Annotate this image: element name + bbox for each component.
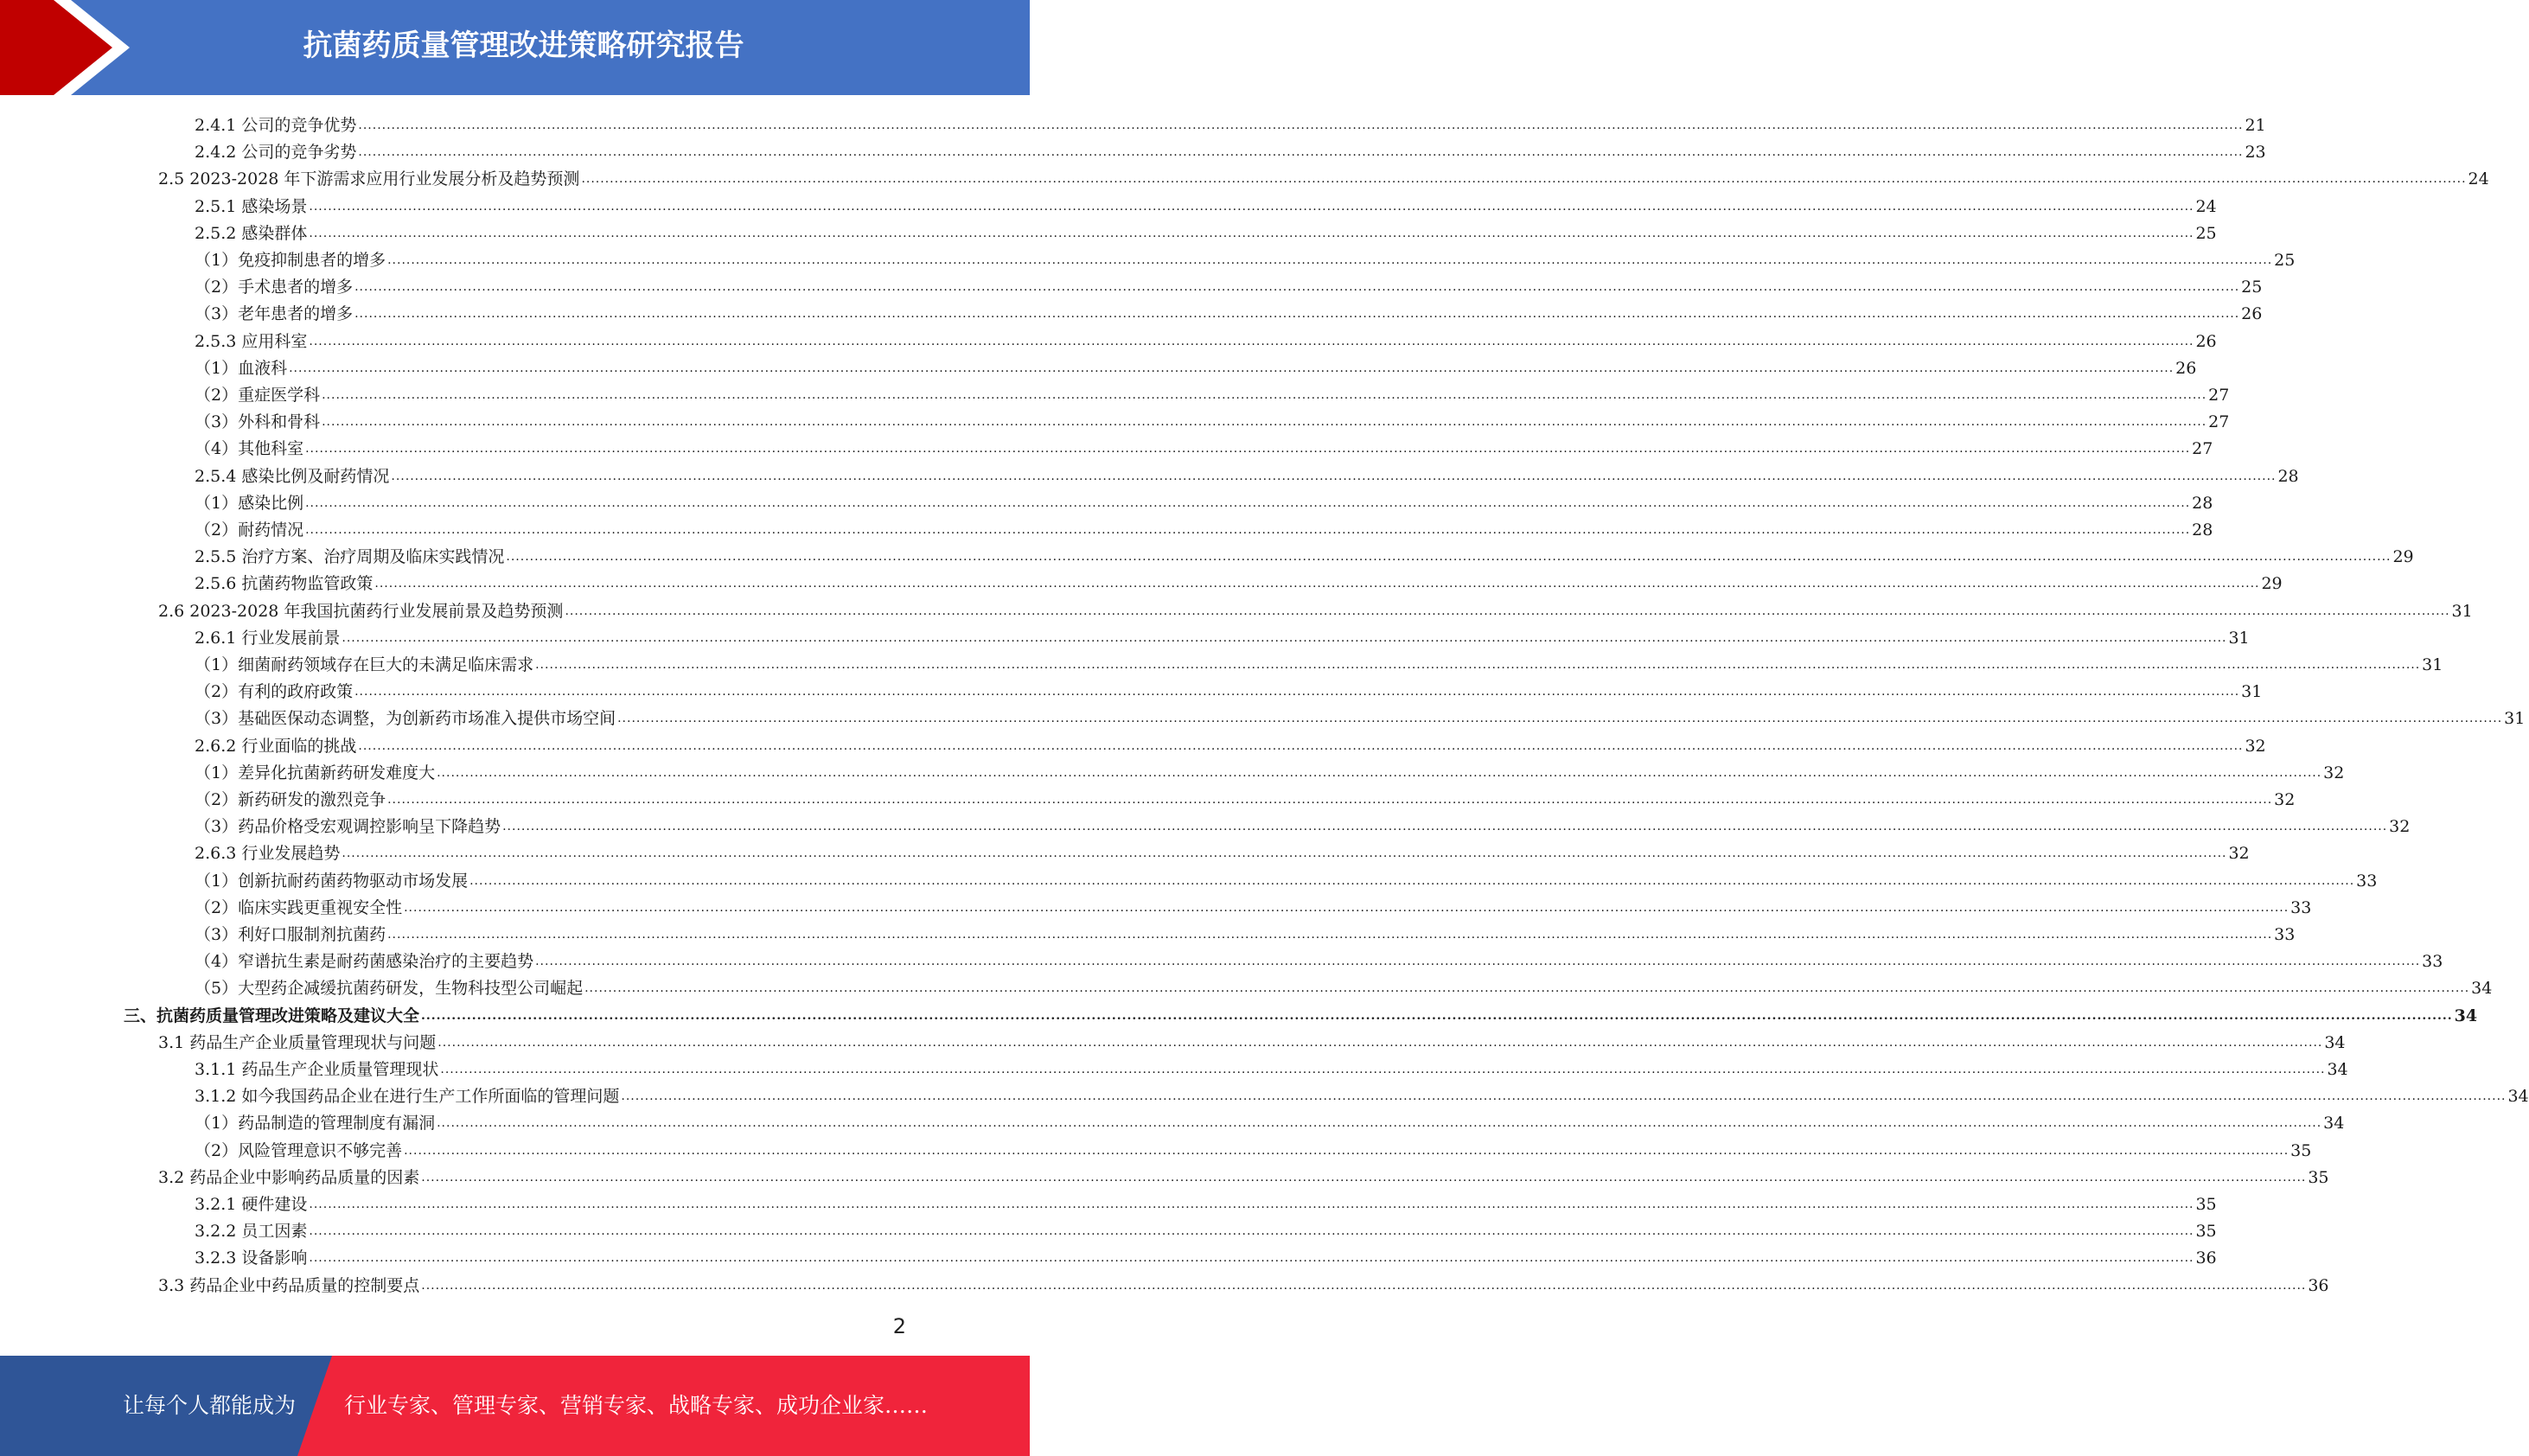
toc-leader-dots: ................................................................................................................................................................................................................................................................................................................................................................................................................: [358, 118, 2244, 132]
toc-entry[interactable]: [195, 648, 2443, 675]
toc-leader-dots: ................................................................................................................................................................................................................................................................................................................................................................................................................: [342, 630, 2227, 645]
toc-entry-page: 32: [2228, 844, 2250, 864]
toc-entry[interactable]: [195, 918, 2296, 945]
toc-entry[interactable]: [195, 1134, 2312, 1161]
toc-leader-dots: ................................................................................................................................................................................................................................................................................................................................................................................................................: [289, 361, 2175, 375]
toc-leader-dots: ................................................................................................................................................................................................................................................................................................................................................................................................................: [305, 523, 2191, 537]
toc-leader-dots: ................................................................................................................................................................................................................................................................................................................................................................................................................: [421, 1278, 2307, 1293]
toc-entry-page: 24: [2195, 196, 2217, 216]
toc-entry-label: （5）大型药企减缓抗菌药研发，生物科技型公司崛起: [195, 979, 584, 999]
toc-entry[interactable]: [124, 999, 2478, 1026]
toc-entry-label: 2.4.2 公司的竞争劣势: [195, 143, 357, 163]
toc-entry[interactable]: [195, 379, 2230, 406]
toc-leader-dots: ................................................................................................................................................................................................................................................................................................................................................................................................................: [309, 1224, 2194, 1239]
toc-entry-page: 33: [2290, 897, 2312, 917]
toc-entry-page: 31: [2241, 682, 2263, 702]
toc-entry[interactable]: [195, 757, 2345, 783]
toc-entry[interactable]: [158, 163, 2489, 189]
toc-leader-dots: ................................................................................................................................................................................................................................................................................................................................................................................................................: [502, 820, 2388, 834]
toc-entry-label: 2.5.3 应用科室: [195, 331, 308, 351]
footer-banner: [0, 1356, 1030, 1456]
toc-entry-label: 3.3 药品企业中药品质量的控制要点: [158, 1275, 420, 1295]
toc-entry[interactable]: [195, 460, 2299, 487]
toc-entry-label: （1）细菌耐药领域存在巨大的未满足临床需求: [195, 655, 534, 674]
toc-entry-label: （2）新药研发的激烈竞争: [195, 790, 386, 809]
toc-entry-page: 26: [2175, 358, 2197, 378]
toc-entry-label: 2.5.4 感染比例及耐药情况: [195, 466, 390, 486]
toc-entry-label: （1）感染比例: [195, 493, 304, 513]
toc-leader-dots: ................................................................................................................................................................................................................................................................................................................................................................................................................: [354, 280, 2240, 295]
toc-entry-label: （4）其他科室: [195, 439, 304, 459]
toc-entry[interactable]: [195, 1053, 2348, 1080]
toc-entry-label: （3）外科和骨科: [195, 412, 321, 432]
toc-entry-page: 26: [2195, 331, 2217, 351]
toc-entry-page: 33: [2422, 952, 2443, 972]
toc-entry-label: （2）耐药情况: [195, 520, 304, 540]
toc-entry[interactable]: [195, 1215, 2217, 1242]
toc-entry-label: 2.5.1 感染场景: [195, 196, 308, 216]
toc-entry-label: （1）免疫抑制患者的增多: [195, 251, 386, 270]
page-number: 2: [892, 1314, 906, 1338]
toc-leader-dots: ................................................................................................................................................................................................................................................................................................................................................................................................................: [469, 873, 2355, 888]
toc-entry-page: 35: [2290, 1140, 2312, 1160]
toc-leader-dots: ................................................................................................................................................................................................................................................................................................................................................................................................................: [437, 1116, 2322, 1131]
toc-entry[interactable]: [195, 702, 2526, 729]
toc-entry-label: 3.2 药品企业中影响药品质量的因素: [158, 1167, 420, 1187]
toc-entry[interactable]: [195, 1242, 2217, 1268]
toc-entry-label: 2.5 2023-2028 年下游需求应用行业发展分析及趋势预测: [158, 169, 580, 189]
toc-entry-label: 3.2.3 设备影响: [195, 1248, 308, 1268]
toc-leader-dots: ................................................................................................................................................................................................................................................................................................................................................................................................................: [387, 253, 2273, 267]
toc-entry[interactable]: [158, 1269, 2329, 1296]
toc-leader-dots: ................................................................................................................................................................................................................................................................................................................................................................................................................: [621, 1089, 2507, 1104]
toc-entry-label: 2.6.2 行业面临的挑战: [195, 736, 357, 756]
document-title: 抗菌药质量管理改进策略研究报告: [303, 29, 744, 63]
toc-entry-page: 27: [2192, 439, 2213, 459]
toc-entry-page: 25: [2195, 223, 2217, 243]
toc-entry[interactable]: [195, 325, 2217, 352]
toc-entry[interactable]: [195, 487, 2213, 514]
toc-leader-dots: ................................................................................................................................................................................................................................................................................................................................................................................................................: [309, 1251, 2194, 1266]
toc-entry[interactable]: [195, 945, 2443, 972]
toc-entry-page: 32: [2323, 763, 2345, 782]
toc-entry-label: 3.1 药品生产企业质量管理现状与问题: [158, 1032, 437, 1052]
toc-entry[interactable]: [195, 1107, 2345, 1134]
toc-entry-page: 34: [2323, 1114, 2345, 1134]
toc-entry-label: 2.5.5 治疗方案、治疗周期及临床实践情况: [195, 547, 505, 567]
toc-leader-dots: ................................................................................................................................................................................................................................................................................................................................................................................................................: [354, 685, 2240, 699]
toc-entry[interactable]: [158, 1161, 2329, 1188]
toc-entry-page: 36: [2308, 1275, 2329, 1295]
toc-entry[interactable]: [195, 730, 2266, 757]
toc-entry-label: 3.1.2 如今我国药品企业在进行生产工作所面临的管理问题: [195, 1087, 620, 1107]
toc-entry-page: 32: [2389, 817, 2411, 837]
toc-entry[interactable]: [195, 622, 2250, 648]
toc-leader-dots: ................................................................................................................................................................................................................................................................................................................................................................................................................: [374, 577, 2260, 591]
toc-leader-dots: ................................................................................................................................................................................................................................................................................................................................................................................................................: [581, 172, 2467, 187]
toc-entry-page: 24: [2468, 169, 2489, 189]
toc-entry-page: 31: [2422, 655, 2443, 674]
toc-entry[interactable]: [195, 891, 2312, 918]
toc-leader-dots: ................................................................................................................................................................................................................................................................................................................................................................................................................: [322, 388, 2207, 402]
toc-entry-label: 2.6 2023-2028 年我国抗菌药行业发展前景及趋势预测: [158, 601, 564, 621]
toc-entry[interactable]: [195, 432, 2213, 459]
toc-leader-dots: ................................................................................................................................................................................................................................................................................................................................................................................................................: [309, 226, 2194, 240]
toc-entry-label: 三、抗菌药质量管理改进策略及建议大全: [124, 1006, 420, 1025]
toc-leader-dots: ................................................................................................................................................................................................................................................................................................................................................................................................................: [535, 955, 2421, 969]
toc-entry-page: 28: [2192, 520, 2213, 540]
toc-leader-dots: ................................................................................................................................................................................................................................................................................................................................................................................................................: [391, 469, 2277, 483]
toc-entry[interactable]: [195, 1188, 2217, 1215]
toc-entry[interactable]: [195, 244, 2296, 271]
toc-entry-label: （1）血液科: [195, 358, 288, 378]
toc-entry[interactable]: [195, 109, 2266, 136]
header-bar: [0, 0, 1030, 95]
toc-entry-page: 21: [2245, 116, 2266, 135]
toc-entry-page: 23: [2245, 143, 2266, 163]
toc-entry-page: 34: [2507, 1087, 2529, 1107]
toc-entry-page: 34: [2324, 1032, 2346, 1052]
toc-entry[interactable]: [195, 837, 2250, 864]
toc-entry-label: （3）利好口服制剂抗菌药: [195, 925, 386, 944]
toc-leader-dots: ................................................................................................................................................................................................................................................................................................................................................................................................................: [322, 415, 2207, 430]
toc-leader-dots: ................................................................................................................................................................................................................................................................................................................................................................................................................: [535, 658, 2421, 672]
toc-leader-dots: ................................................................................................................................................................................................................................................................................................................................................................................................................: [354, 307, 2240, 322]
toc-entry[interactable]: [195, 217, 2217, 244]
toc-entry-page: 33: [2356, 871, 2378, 891]
toc-entry-page: 33: [2274, 925, 2296, 944]
toc-entry-page: 26: [2241, 304, 2263, 324]
toc-leader-dots: ................................................................................................................................................................................................................................................................................................................................................................................................................: [565, 603, 2450, 618]
toc-leader-dots: ................................................................................................................................................................................................................................................................................................................................................................................................................: [309, 1197, 2194, 1211]
toc-entry-page: 31: [2228, 628, 2250, 648]
toc-leader-dots: ................................................................................................................................................................................................................................................................................................................................................................................................................: [342, 846, 2227, 861]
toc-entry[interactable]: [195, 567, 2283, 594]
toc-entry-page: 35: [2195, 1195, 2217, 1214]
toc-entry-page: 34: [2471, 979, 2493, 999]
toc-entry-label: （2）风险管理意识不够完善: [195, 1140, 403, 1160]
toc-entry-label: （2）手术患者的增多: [195, 278, 354, 297]
toc-entry-page: 35: [2195, 1222, 2217, 1242]
toc-entry-page: 31: [2451, 601, 2473, 621]
toc-leader-dots: ................................................................................................................................................................................................................................................................................................................................................................................................................: [358, 145, 2244, 160]
toc-leader-dots: ................................................................................................................................................................................................................................................................................................................................................................................................................: [305, 442, 2191, 457]
toc-entry-label: （2）有利的政府政策: [195, 682, 354, 702]
toc-entry-page: 28: [2277, 466, 2299, 486]
toc-entry-page: 32: [2245, 736, 2266, 756]
toc-leader-dots: ................................................................................................................................................................................................................................................................................................................................................................................................................: [309, 199, 2194, 214]
toc-entry-page: 32: [2274, 790, 2296, 809]
toc-leader-dots: ................................................................................................................................................................................................................................................................................................................................................................................................................: [584, 981, 2470, 996]
toc-entry[interactable]: [195, 297, 2263, 324]
toc-entry-label: （3）老年患者的增多: [195, 304, 354, 324]
toc-entry-label: （2）重症医学科: [195, 386, 321, 405]
toc-leader-dots: ................................................................................................................................................................................................................................................................................................................................................................................................................: [440, 1063, 2326, 1076]
toc-entry-label: 3.2.1 硬件建设: [195, 1195, 308, 1214]
toc-leader-dots: ................................................................................................................................................................................................................................................................................................................................................................................................................: [305, 495, 2191, 510]
toc-leader-dots: ................................................................................................................................................................................................................................................................................................................................................................................................................: [309, 334, 2194, 348]
toc-leader-dots: ................................................................................................................................................................................................................................................................................................................................................................................................................: [617, 712, 2503, 726]
toc-entry-label: 2.6.3 行业发展趋势: [195, 844, 341, 864]
toc-entry[interactable]: [195, 972, 2493, 999]
toc-entry-page: 25: [2241, 278, 2263, 297]
toc-entry-label: 2.6.1 行业发展前景: [195, 628, 341, 648]
toc-entry[interactable]: [195, 540, 2414, 567]
toc-entry-label: （1）创新抗耐药菌药物驱动市场发展: [195, 871, 469, 891]
toc-entry[interactable]: [195, 514, 2213, 540]
toc-entry-label: （3）基础医保动态调整，为创新药市场准入提供市场空间: [195, 709, 616, 729]
toc-leader-dots: ................................................................................................................................................................................................................................................................................................................................................................................................................: [437, 1035, 2323, 1050]
toc-entry[interactable]: [195, 271, 2263, 297]
footer-slogan-right: 行业专家、管理专家、营销专家、战略专家、成功企业家……: [344, 1393, 929, 1418]
toc-entry-page: 25: [2274, 251, 2296, 270]
toc-entry[interactable]: [195, 406, 2230, 432]
toc-leader-dots: ................................................................................................................................................................................................................................................................................................................................................................................................................: [387, 793, 2273, 807]
toc-entry-label: 2.5.6 抗菌药物监管政策: [195, 574, 374, 594]
toc-leader-dots: ................................................................................................................................................................................................................................................................................................................................................................................................................: [404, 900, 2290, 915]
toc-entry[interactable]: [195, 783, 2296, 810]
toc-entry[interactable]: [195, 1080, 2529, 1107]
toc-entry-label: （1）差异化抗菌新药研发难度大: [195, 763, 436, 782]
toc-entry[interactable]: [195, 190, 2217, 217]
toc-entry[interactable]: [158, 1026, 2346, 1053]
toc-entry[interactable]: [195, 675, 2263, 702]
toc-entry-label: （2）临床实践更重视安全性: [195, 897, 403, 917]
footer-slogan-left: 让每个人都能成为: [123, 1393, 297, 1418]
toc-entry-label: 3.1.1 药品生产企业质量管理现状: [195, 1060, 439, 1079]
toc-leader-dots: ................................................................................................................................................................................................................................................................................................................................................................................................................: [421, 1170, 2307, 1185]
toc-entry-label: （4）窄谱抗生素是耐药菌感染治疗的主要趋势: [195, 952, 534, 972]
toc-entry-label: 2.4.1 公司的竞争优势: [195, 116, 357, 135]
toc-entry-label: （3）药品价格受宏观调控影响呈下降趋势: [195, 817, 501, 837]
toc-leader-dots: ................................................................................................................................................................................................................................................................................................................................................................................................................: [387, 928, 2273, 942]
toc-entry-page: 36: [2195, 1248, 2217, 1268]
toc-entry-page: 27: [2208, 412, 2230, 432]
toc-entry-label: 2.5.2 感染群体: [195, 223, 308, 243]
toc-entry-label: （1）药品制造的管理制度有漏洞: [195, 1114, 436, 1134]
toc-entry-page: 34: [2454, 1006, 2478, 1025]
toc-entry-label: 3.2.2 员工因素: [195, 1222, 308, 1242]
toc-entry-page: 29: [2392, 547, 2414, 567]
toc-leader-dots: ................................................................................................................................................................................................................................................................................................................................................................................................................: [506, 550, 2392, 565]
toc-entry-page: 29: [2261, 574, 2283, 594]
toc-entry[interactable]: [195, 865, 2378, 891]
toc-entry[interactable]: [195, 810, 2411, 837]
toc-entry[interactable]: [195, 352, 2197, 379]
toc-entry-page: 28: [2192, 493, 2213, 513]
toc-leader-dots: ................................................................................................................................................................................................................................................................................................................................................................................................................: [437, 765, 2322, 780]
toc-entry-page: 31: [2504, 709, 2526, 729]
toc-entry[interactable]: [195, 136, 2266, 163]
toc-leader-dots: ................................................................................................................................................................................................................................................................................................................................................................................................................: [421, 1008, 2453, 1023]
toc-entry[interactable]: [158, 595, 2473, 622]
toc-entry-page: 35: [2308, 1167, 2329, 1187]
toc-entry-page: 34: [2327, 1060, 2348, 1079]
toc-leader-dots: ................................................................................................................................................................................................................................................................................................................................................................................................................: [404, 1143, 2290, 1158]
toc-leader-dots: ................................................................................................................................................................................................................................................................................................................................................................................................................: [358, 738, 2244, 753]
toc-entry-page: 27: [2208, 386, 2230, 405]
